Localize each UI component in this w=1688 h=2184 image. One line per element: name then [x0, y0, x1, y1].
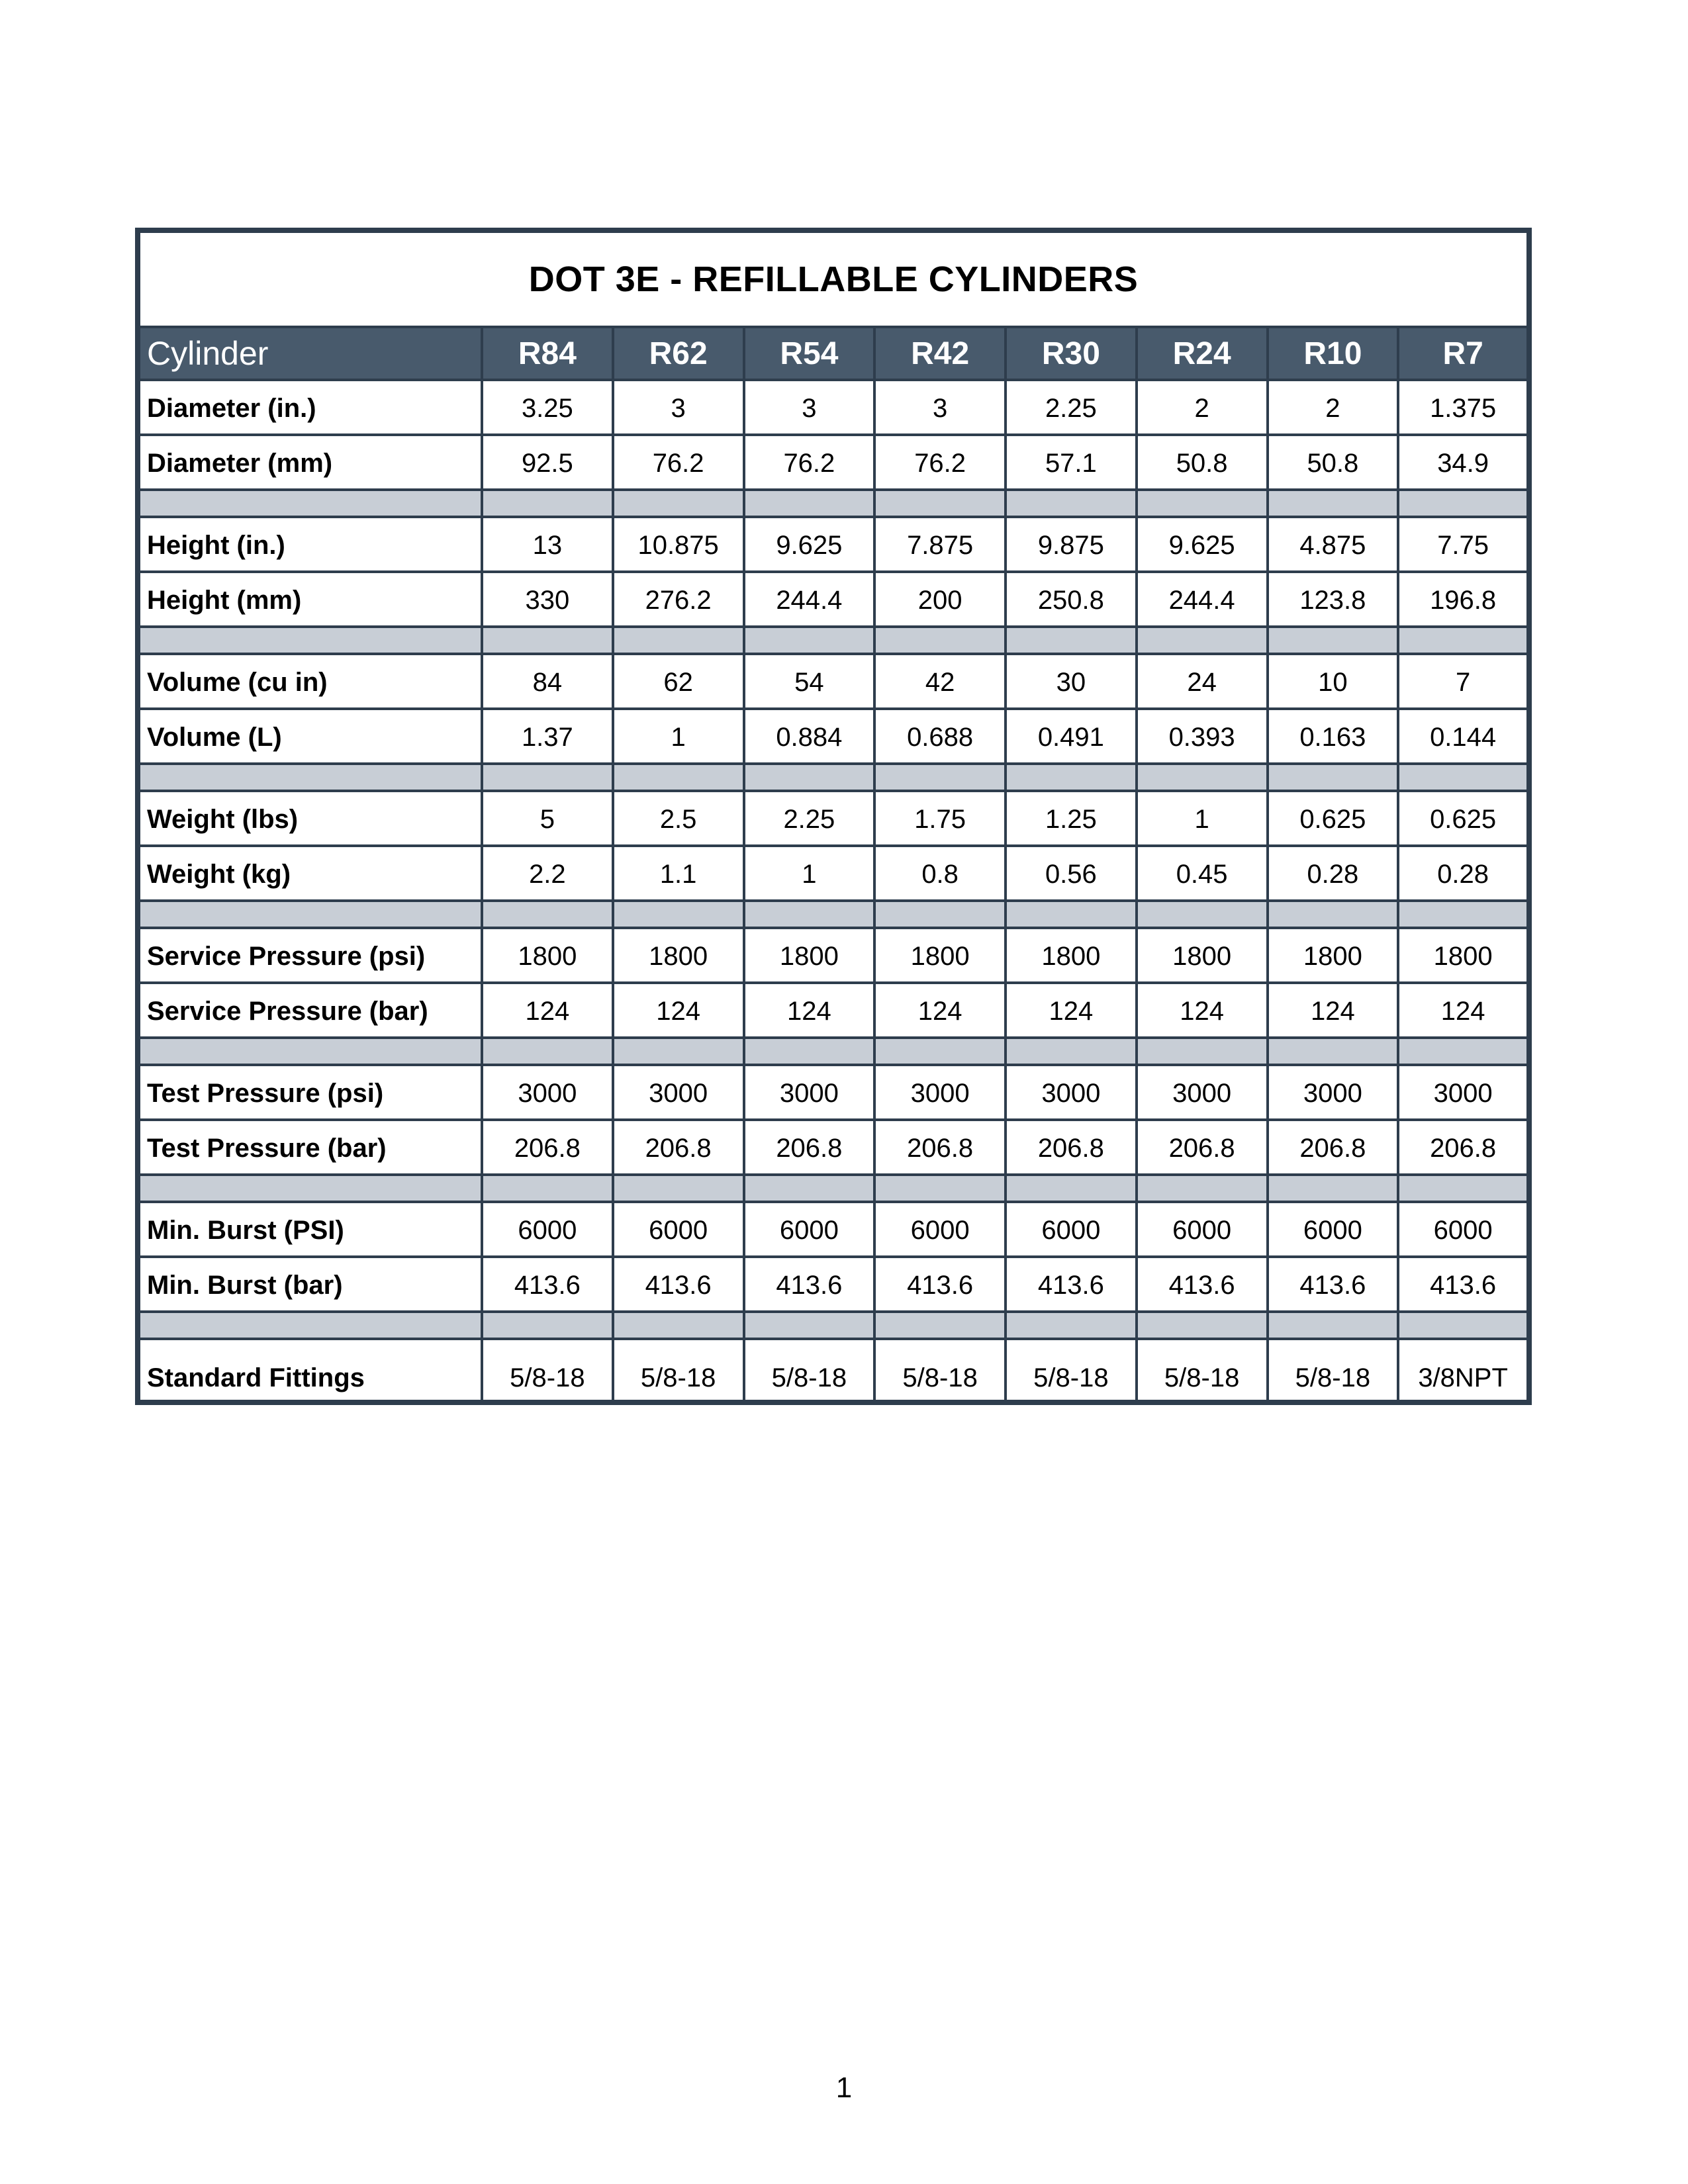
row-label: Min. Burst (PSI) [138, 1202, 482, 1257]
table-cell: 6000 [1398, 1202, 1529, 1257]
table-cell: 0.393 [1137, 709, 1268, 764]
table-cell: 3000 [744, 1065, 875, 1120]
table-cell: 3 [613, 380, 744, 435]
table-cell: 9.625 [1137, 517, 1268, 572]
spacer-cell [1268, 1312, 1399, 1339]
row-label: Service Pressure (bar) [138, 983, 482, 1038]
table-cell: 1.1 [613, 846, 744, 901]
table-cell: 6000 [744, 1202, 875, 1257]
spacer-cell [138, 1038, 482, 1065]
table-title: DOT 3E - REFILLABLE CYLINDERS [138, 230, 1529, 327]
table-cell: 1 [744, 846, 875, 901]
spacer-row [138, 901, 1529, 928]
table-row [138, 517, 1529, 572]
table-cell: 124 [482, 983, 613, 1038]
table-cell: 124 [874, 983, 1006, 1038]
row-label: Standard Fittings [138, 1339, 482, 1402]
spacer-cell [1398, 1312, 1529, 1339]
table-row [138, 1257, 1529, 1312]
spacer-cell [1137, 627, 1268, 654]
table-cell: 5/8-18 [1006, 1339, 1137, 1402]
table-cell: 2 [1137, 380, 1268, 435]
table-cell: 3000 [1268, 1065, 1399, 1120]
table-cell: 50.8 [1137, 435, 1268, 490]
spacer-cell [1006, 1038, 1137, 1065]
table-cell: 5/8-18 [744, 1339, 875, 1402]
table-cell: 206.8 [744, 1120, 875, 1175]
table-cell: 30 [1006, 654, 1137, 709]
page-number: 1 [835, 2071, 853, 2104]
table-cell: 3 [744, 380, 875, 435]
table-row [138, 654, 1529, 709]
table-cell: 3000 [874, 1065, 1006, 1120]
table-cell: 0.163 [1268, 709, 1399, 764]
table-cell: 7.875 [874, 517, 1006, 572]
table-cell: 124 [613, 983, 744, 1038]
header-col-r42: R42 [874, 327, 1006, 380]
spacer-row [138, 1312, 1529, 1339]
header-label: Cylinder [138, 327, 482, 380]
table-cell: 0.28 [1398, 846, 1529, 901]
table-cell: 206.8 [1006, 1120, 1137, 1175]
spacer-cell [138, 490, 482, 517]
table-cell: 1800 [1398, 928, 1529, 983]
table-cell: 54 [744, 654, 875, 709]
row-label: Service Pressure (psi) [138, 928, 482, 983]
spacer-cell [744, 490, 875, 517]
table-cell: 76.2 [744, 435, 875, 490]
table-cell: 413.6 [744, 1257, 875, 1312]
table-cell: 244.4 [1137, 572, 1268, 627]
spacer-row [138, 490, 1529, 517]
spacer-row [138, 764, 1529, 791]
table-cell: 3000 [1137, 1065, 1268, 1120]
spacer-cell [1137, 490, 1268, 517]
spacer-cell [1268, 1038, 1399, 1065]
spacer-cell [138, 1312, 482, 1339]
table-row [138, 709, 1529, 764]
table-cell: 0.45 [1137, 846, 1268, 901]
spacer-cell [1137, 901, 1268, 928]
spacer-cell [482, 1175, 613, 1202]
spacer-cell [874, 764, 1006, 791]
spacer-cell [744, 764, 875, 791]
table-cell: 92.5 [482, 435, 613, 490]
spacer-cell [1398, 1038, 1529, 1065]
table-cell: 1800 [1137, 928, 1268, 983]
table-cell: 5/8-18 [1137, 1339, 1268, 1402]
table-cell: 6000 [613, 1202, 744, 1257]
spacer-cell [1398, 901, 1529, 928]
table-cell: 3/8NPT [1398, 1339, 1529, 1402]
table-cell: 9.875 [1006, 517, 1137, 572]
spacer-cell [1137, 1312, 1268, 1339]
table-cell: 0.491 [1006, 709, 1137, 764]
table-cell: 1800 [613, 928, 744, 983]
row-label: Height (mm) [138, 572, 482, 627]
table-cell: 1.25 [1006, 791, 1137, 846]
row-label: Weight (kg) [138, 846, 482, 901]
row-label: Min. Burst (bar) [138, 1257, 482, 1312]
spacer-cell [744, 627, 875, 654]
table-cell: 84 [482, 654, 613, 709]
table-cell: 5/8-18 [482, 1339, 613, 1402]
table-cell: 124 [1268, 983, 1399, 1038]
table-cell: 7 [1398, 654, 1529, 709]
spacer-cell [874, 901, 1006, 928]
table-cell: 2.5 [613, 791, 744, 846]
spacer-cell [1268, 1175, 1399, 1202]
spacer-cell [1006, 490, 1137, 517]
header-col-r84: R84 [482, 327, 613, 380]
table-cell: 206.8 [1137, 1120, 1268, 1175]
table-cell: 10.875 [613, 517, 744, 572]
row-label: Test Pressure (psi) [138, 1065, 482, 1120]
spacer-cell [744, 1312, 875, 1339]
table-cell: 1.75 [874, 791, 1006, 846]
spacer-cell [1137, 1038, 1268, 1065]
table-cell: 200 [874, 572, 1006, 627]
table-row [138, 380, 1529, 435]
spacer-cell [482, 490, 613, 517]
spacer-cell [1006, 1312, 1137, 1339]
table-cell: 413.6 [874, 1257, 1006, 1312]
table-cell: 276.2 [613, 572, 744, 627]
spacer-cell [744, 1038, 875, 1065]
spacer-cell [1398, 764, 1529, 791]
table-cell: 0.144 [1398, 709, 1529, 764]
spacer-cell [874, 627, 1006, 654]
table-cell: 0.8 [874, 846, 1006, 901]
spacer-cell [1268, 901, 1399, 928]
spacer-cell [1006, 901, 1137, 928]
table-cell: 0.28 [1268, 846, 1399, 901]
spacer-cell [1268, 764, 1399, 791]
table-cell: 6000 [874, 1202, 1006, 1257]
row-label: Volume (L) [138, 709, 482, 764]
spacer-cell [1398, 627, 1529, 654]
table-cell: 0.884 [744, 709, 875, 764]
table-cell: 1.375 [1398, 380, 1529, 435]
table-row [138, 928, 1529, 983]
table-cell: 10 [1268, 654, 1399, 709]
table-cell: 13 [482, 517, 613, 572]
table-cell: 1 [1137, 791, 1268, 846]
table-cell: 1800 [744, 928, 875, 983]
table-cell: 124 [1006, 983, 1137, 1038]
table-cell: 2.25 [1006, 380, 1137, 435]
spacer-cell [1006, 764, 1137, 791]
header-col-r30: R30 [1006, 327, 1137, 380]
table-cell: 6000 [1006, 1202, 1137, 1257]
table-cell: 5/8-18 [613, 1339, 744, 1402]
spacer-cell [744, 901, 875, 928]
table-cell: 206.8 [874, 1120, 1006, 1175]
table-row [138, 1065, 1529, 1120]
table-cell: 0.625 [1398, 791, 1529, 846]
table-cell: 1800 [874, 928, 1006, 983]
table-cell: 413.6 [482, 1257, 613, 1312]
spacer-cell [613, 1312, 744, 1339]
spacer-cell [613, 1038, 744, 1065]
table-cell: 1 [613, 709, 744, 764]
row-label: Weight (lbs) [138, 791, 482, 846]
spacer-cell [482, 1038, 613, 1065]
spacer-cell [138, 1175, 482, 1202]
spacer-cell [613, 764, 744, 791]
table-cell: 250.8 [1006, 572, 1137, 627]
table-cell: 24 [1137, 654, 1268, 709]
table-cell: 413.6 [1006, 1257, 1137, 1312]
spacer-cell [613, 901, 744, 928]
header-col-r24: R24 [1137, 327, 1268, 380]
table-cell: 5/8-18 [874, 1339, 1006, 1402]
table-cell: 1800 [1268, 928, 1399, 983]
table-cell: 2.2 [482, 846, 613, 901]
spacer-cell [138, 764, 482, 791]
header-col-r10: R10 [1268, 327, 1399, 380]
table-cell: 6000 [482, 1202, 613, 1257]
table-cell: 5/8-18 [1268, 1339, 1399, 1402]
table-cell: 4.875 [1268, 517, 1399, 572]
table-body [138, 230, 1529, 1402]
spacer-cell [138, 901, 482, 928]
table-row [138, 1202, 1529, 1257]
title-row [138, 230, 1529, 327]
table-cell: 6000 [1137, 1202, 1268, 1257]
table-cell: 124 [1137, 983, 1268, 1038]
table-cell: 0.688 [874, 709, 1006, 764]
table-cell: 3000 [613, 1065, 744, 1120]
table-cell: 3.25 [482, 380, 613, 435]
spacer-cell [1006, 1175, 1137, 1202]
table-cell: 206.8 [482, 1120, 613, 1175]
spacer-cell [482, 764, 613, 791]
table-cell: 1800 [482, 928, 613, 983]
spacer-cell [613, 1175, 744, 1202]
spacer-cell [1398, 490, 1529, 517]
table-cell: 6000 [1268, 1202, 1399, 1257]
table-cell: 2 [1268, 380, 1399, 435]
table-cell: 3000 [1398, 1065, 1529, 1120]
table-cell: 76.2 [874, 435, 1006, 490]
row-label: Diameter (in.) [138, 380, 482, 435]
spacer-cell [1268, 627, 1399, 654]
spacer-row [138, 1038, 1529, 1065]
table-cell: 206.8 [613, 1120, 744, 1175]
table-row [138, 846, 1529, 901]
table-cell: 57.1 [1006, 435, 1137, 490]
table-cell: 50.8 [1268, 435, 1399, 490]
header-col-r54: R54 [744, 327, 875, 380]
header-col-r7: R7 [1398, 327, 1529, 380]
row-label: Diameter (mm) [138, 435, 482, 490]
table-cell: 124 [1398, 983, 1529, 1038]
table-row [138, 572, 1529, 627]
spacer-row [138, 627, 1529, 654]
table-cell: 1.37 [482, 709, 613, 764]
table-row [138, 1339, 1529, 1402]
table-cell: 42 [874, 654, 1006, 709]
table-cell: 206.8 [1268, 1120, 1399, 1175]
table-cell: 34.9 [1398, 435, 1529, 490]
table-row [138, 791, 1529, 846]
table-cell: 7.75 [1398, 517, 1529, 572]
header-row [138, 327, 1529, 380]
table-row [138, 435, 1529, 490]
spacer-cell [1006, 627, 1137, 654]
table-cell: 3 [874, 380, 1006, 435]
table-cell: 413.6 [613, 1257, 744, 1312]
table-cell: 0.625 [1268, 791, 1399, 846]
row-label: Height (in.) [138, 517, 482, 572]
spacer-cell [1137, 1175, 1268, 1202]
table-cell: 413.6 [1268, 1257, 1399, 1312]
spacer-cell [138, 627, 482, 654]
spacer-cell [482, 1312, 613, 1339]
spacer-cell [613, 490, 744, 517]
header-col-r62: R62 [613, 327, 744, 380]
table-cell: 196.8 [1398, 572, 1529, 627]
table-cell: 0.56 [1006, 846, 1137, 901]
table-cell: 124 [744, 983, 875, 1038]
cylinder-spec-table [135, 228, 1532, 1405]
table-cell: 76.2 [613, 435, 744, 490]
spacer-cell [874, 1312, 1006, 1339]
spacer-cell [874, 490, 1006, 517]
table-cell: 413.6 [1137, 1257, 1268, 1312]
table-cell: 5 [482, 791, 613, 846]
table-cell: 330 [482, 572, 613, 627]
spacer-cell [1398, 1175, 1529, 1202]
table-cell: 3000 [482, 1065, 613, 1120]
spacer-cell [482, 627, 613, 654]
spacer-cell [613, 627, 744, 654]
table-row [138, 1120, 1529, 1175]
spacer-row [138, 1175, 1529, 1202]
spacer-cell [744, 1175, 875, 1202]
table-cell: 244.4 [744, 572, 875, 627]
table-cell: 2.25 [744, 791, 875, 846]
row-label: Volume (cu in) [138, 654, 482, 709]
table-cell: 206.8 [1398, 1120, 1529, 1175]
table-cell: 3000 [1006, 1065, 1137, 1120]
spacer-cell [874, 1175, 1006, 1202]
table-cell: 9.625 [744, 517, 875, 572]
spacer-cell [1268, 490, 1399, 517]
table-cell: 123.8 [1268, 572, 1399, 627]
spacer-cell [874, 1038, 1006, 1065]
row-label: Test Pressure (bar) [138, 1120, 482, 1175]
spacer-cell [1137, 764, 1268, 791]
table-cell: 1800 [1006, 928, 1137, 983]
table-cell: 413.6 [1398, 1257, 1529, 1312]
table-cell: 62 [613, 654, 744, 709]
table-row [138, 983, 1529, 1038]
spacer-cell [482, 901, 613, 928]
